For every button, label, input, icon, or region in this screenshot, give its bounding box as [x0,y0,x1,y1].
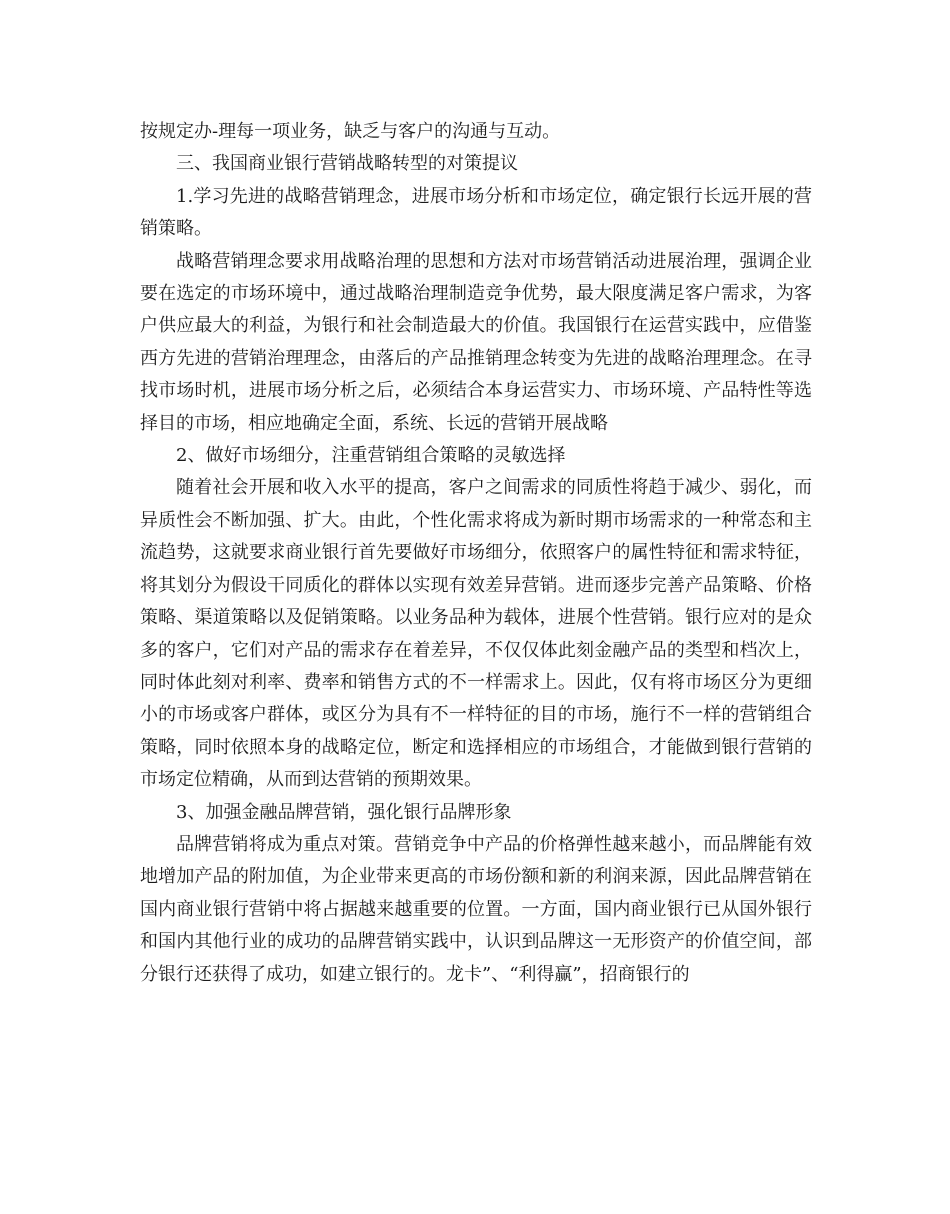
paragraph-item-2: 随着社会开展和收入水平的提高，客户之间需求的同质性将趋于减少、弱化，而异质性会不断加强、扩大。由此，个性化需求将成为新时期市场需求的一种常态和主流趋势，这就要求商业银行首先要做好市场细分，依照客户的属性特征和需求特征，将其划分为假设干同质化的群体以实现有效差异营销。进而逐步完善产品策略、价格策略、渠道策略以及促销策略。以业务品种为载体，进展个性营销。银行应对的是众多的客户，它们对产品的需求存在着差异，不仅仅体此刻金融产品的类型和档次上，同时体此刻对利率、费率和销售方式的不一样需求上。因此，仅有将市场区分为更细小的市场或客户群体，或区分为具有不一样特征的目的市场，施行不一样的营销组合策略，同时依照本身的战略定位，断定和选择相应的市场组合，才能做到银行营销的市场定位精确，从而到达营销的预期效果。 [140,477,812,791]
document-body [140,116,812,991]
subheading-item-3: 3、加强金融品牌营销，强化银行品牌形象 [176,801,512,823]
subheading-item-2: 2、做好市场细分，注重营销组合策略的灵敏选择 [176,445,566,467]
paragraph-continuation: 按规定办-理每一项业务，缺乏与客户的沟通与互动。 [140,121,561,142]
section-heading: 三、我国商业银行营销战略转型的对策提议 [176,153,518,175]
subheading-item-1: 1.学习先进的战略营销理念，进展市场分析和市场定位，确定银行长远开展的营销策略。 [140,185,812,240]
paragraph-item-3: 品牌营销将成为重点对策。营销竞争中产品的价格弹性越来越小，而品牌能有效地增加产品的附加值，为企业带来更高的市场份额和新的利润来源，因此品牌营销在国内商业银行营销中将占据越来越重要的位置。一方面，国内商业银行已从国外银行和国内其他行业的成功的品牌营销实践中，认识到品牌这一无形资产的价值空间，部分银行还获得了成功，如建立银行的。龙卡”、“利得赢”，招商银行的 [140,833,812,985]
paragraph-item-1: 战略营销理念要求用战略治理的思想和方法对市场营销活动进展治理，强调企业要在选定的市场环境中，通过战略治理制造竞争优势，最大限度满足客户需求，为客户供应最大的利益，为银行和社会制造最大的价值。我国银行在运营实践中，应借鉴西方先进的营销治理理念，由落后的产品推销理念转变为先进的战略治理理念。在寻找市场时机，进展市场分析之后，必须结合本身运营实力、市场环境、产品特性等选择目的市场，相应地确定全面，系统、长远的营销开展战略 [140,250,812,434]
